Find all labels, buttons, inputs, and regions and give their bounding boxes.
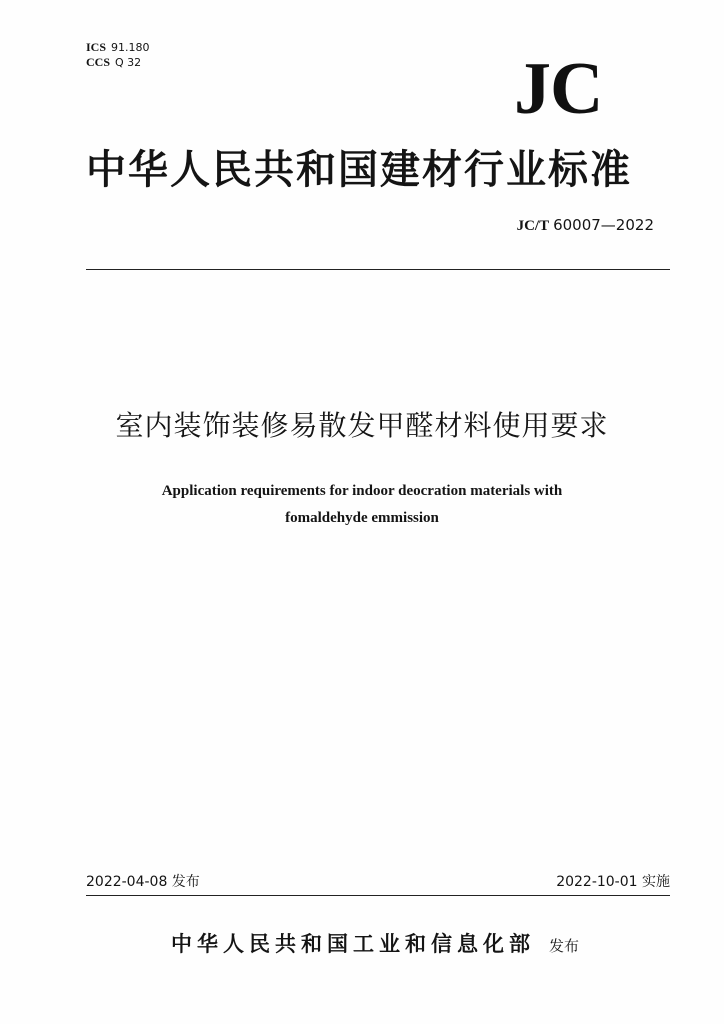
publisher-organization: 中华人民共和国工业和信息化部 — [170, 931, 535, 956]
ics-label: ICS — [86, 40, 107, 54]
implementation-date: 2022-10-01 实施 — [556, 874, 670, 890]
document-title-chinese: 室内装饰装修易散发甲醛材料使用要求 — [115, 409, 609, 442]
ccs-label: CCS — [86, 55, 111, 69]
standard-number-value: 60007—2022 — [553, 216, 654, 234]
bottom-divider — [86, 895, 670, 896]
publisher-action: 发布 — [548, 937, 579, 955]
ics-code — [86, 40, 150, 55]
ccs-code — [86, 55, 150, 70]
classification-codes — [86, 40, 150, 70]
standard-number — [480, 216, 654, 235]
jc-logo: JC — [514, 48, 603, 130]
publisher — [130, 928, 620, 958]
english-title-line-1: Application requirements for indoor deocration materials with — [161, 483, 563, 499]
issue-date: 2022-04-08 发布 — [86, 874, 200, 890]
standard-category-title: 中华人民共和国建材行业标准 — [86, 146, 632, 193]
ccs-value: Q 32 — [115, 56, 142, 69]
ics-value: 91.180 — [111, 41, 150, 54]
document-title-english — [112, 478, 612, 532]
english-title-line-2: fomaldehyde emmission — [285, 510, 439, 526]
top-divider — [86, 269, 670, 270]
standard-number-prefix: JC/T — [516, 218, 550, 234]
